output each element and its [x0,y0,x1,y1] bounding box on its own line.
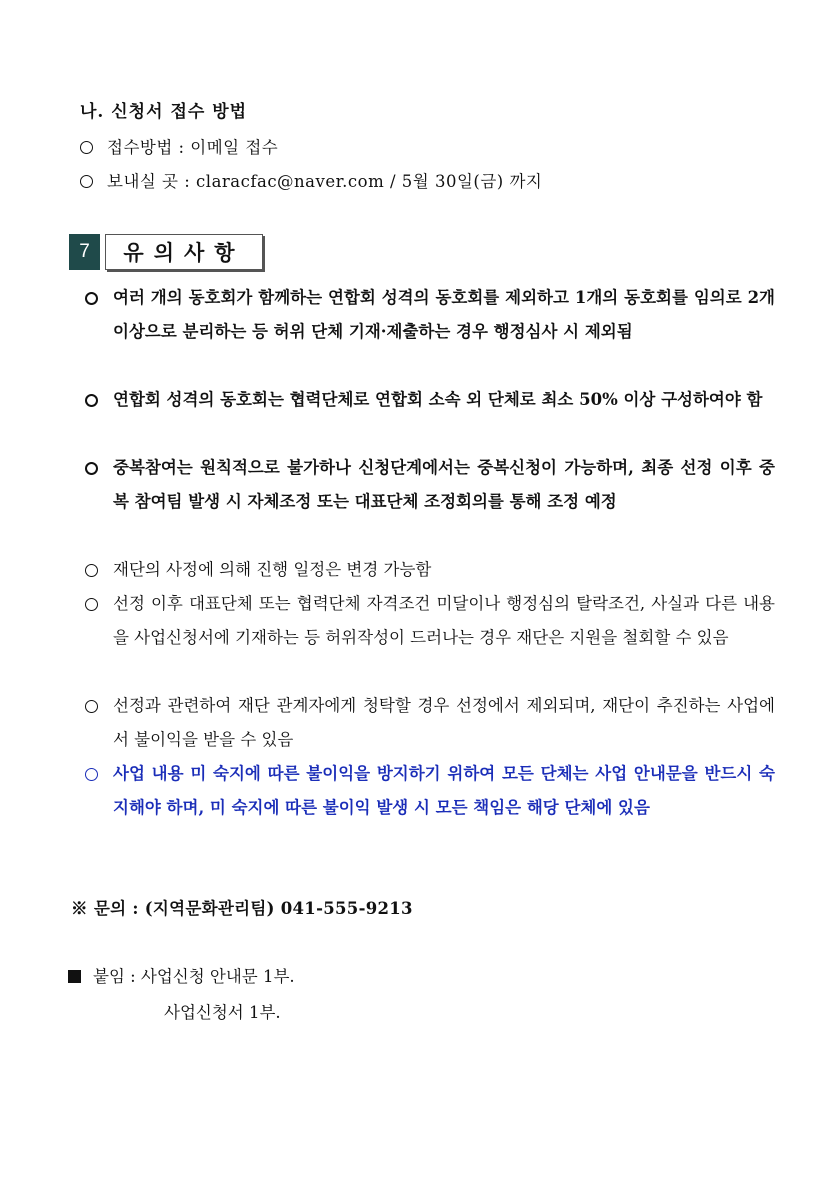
notice-item-2: 연합회 성격의 동호회는 협력단체로 연합회 소속 외 단체로 최소 50% 이상 구성하여야 함 [85,383,775,417]
notice-item-4: 재단의 사정에 의해 진행 일정은 변경 가능함 [85,553,775,587]
attachment-block [68,959,295,1031]
attachment-row-2: 사업신청서 1부. [164,1003,281,1022]
circle-bullet-icon [85,768,98,781]
circle-bullet-icon [85,292,98,305]
circle-bullet-icon [80,141,93,154]
inquiry-line: ※ 문의 : (지역문화관리팀) 041-555-9213 [71,899,413,918]
circle-bullet-icon [85,700,98,713]
notice-item-1: 여러 개의 동호회가 함께하는 연합회 성격의 동호회를 제외하고 1개의 동호회를 임의로 2개 이상으로 분리하는 등 허위 단체 기재·제출하는 경우 행정심사 시 제외됨 [85,281,775,349]
receipt-method-line: 접수방법 : 이메일 접수 [80,134,278,158]
circle-bullet-icon [85,462,98,475]
section-number-badge: 7 [69,234,100,270]
circle-bullet-icon [85,564,98,577]
notice-item-5: 선정 이후 대표단체 또는 협력단체 자격조건 미달이나 행정심의 탈락조건, 사실과 다른 내용을 사업신청서에 기재하는 등 허위작성이 드러나는 경우 재단은 지원을 철회할 수 있음 [85,587,775,655]
send-to-line: 보내실 곳 : claracfac@naver.com / 5월 30일(금) 까지 [80,168,542,192]
attachment-row-1: 붙임 : 사업신청 안내문 1부. [68,959,295,995]
square-bullet-icon [68,970,81,983]
section-7-header [69,234,263,270]
circle-bullet-icon [80,175,93,188]
circle-bullet-icon [85,394,98,407]
section-na-heading: 나. 신청서 접수 방법 [80,102,248,122]
notice-item-7: 사업 내용 미 숙지에 따른 불이익을 방지하기 위하여 모든 단체는 사업 안내문을 반드시 숙지해야 하며, 미 숙지에 따른 불이익 발생 시 모든 책임은 해당 단체에 있음 [85,757,775,825]
notice-item-6: 선정과 관련하여 재단 관계자에게 청탁할 경우 선정에서 제외되며, 재단이 추진하는 사업에서 불이익을 받을 수 있음 [85,689,775,757]
circle-bullet-icon [85,598,98,611]
section-title: 유의사항 [105,234,263,270]
notice-item-3: 중복참여는 원칙적으로 불가하나 신청단계에서는 중복신청이 가능하며, 최종 선정 이후 중복 참여팀 발생 시 자체조정 또는 대표단체 조정회의를 통해 조정 예정 [85,451,775,519]
